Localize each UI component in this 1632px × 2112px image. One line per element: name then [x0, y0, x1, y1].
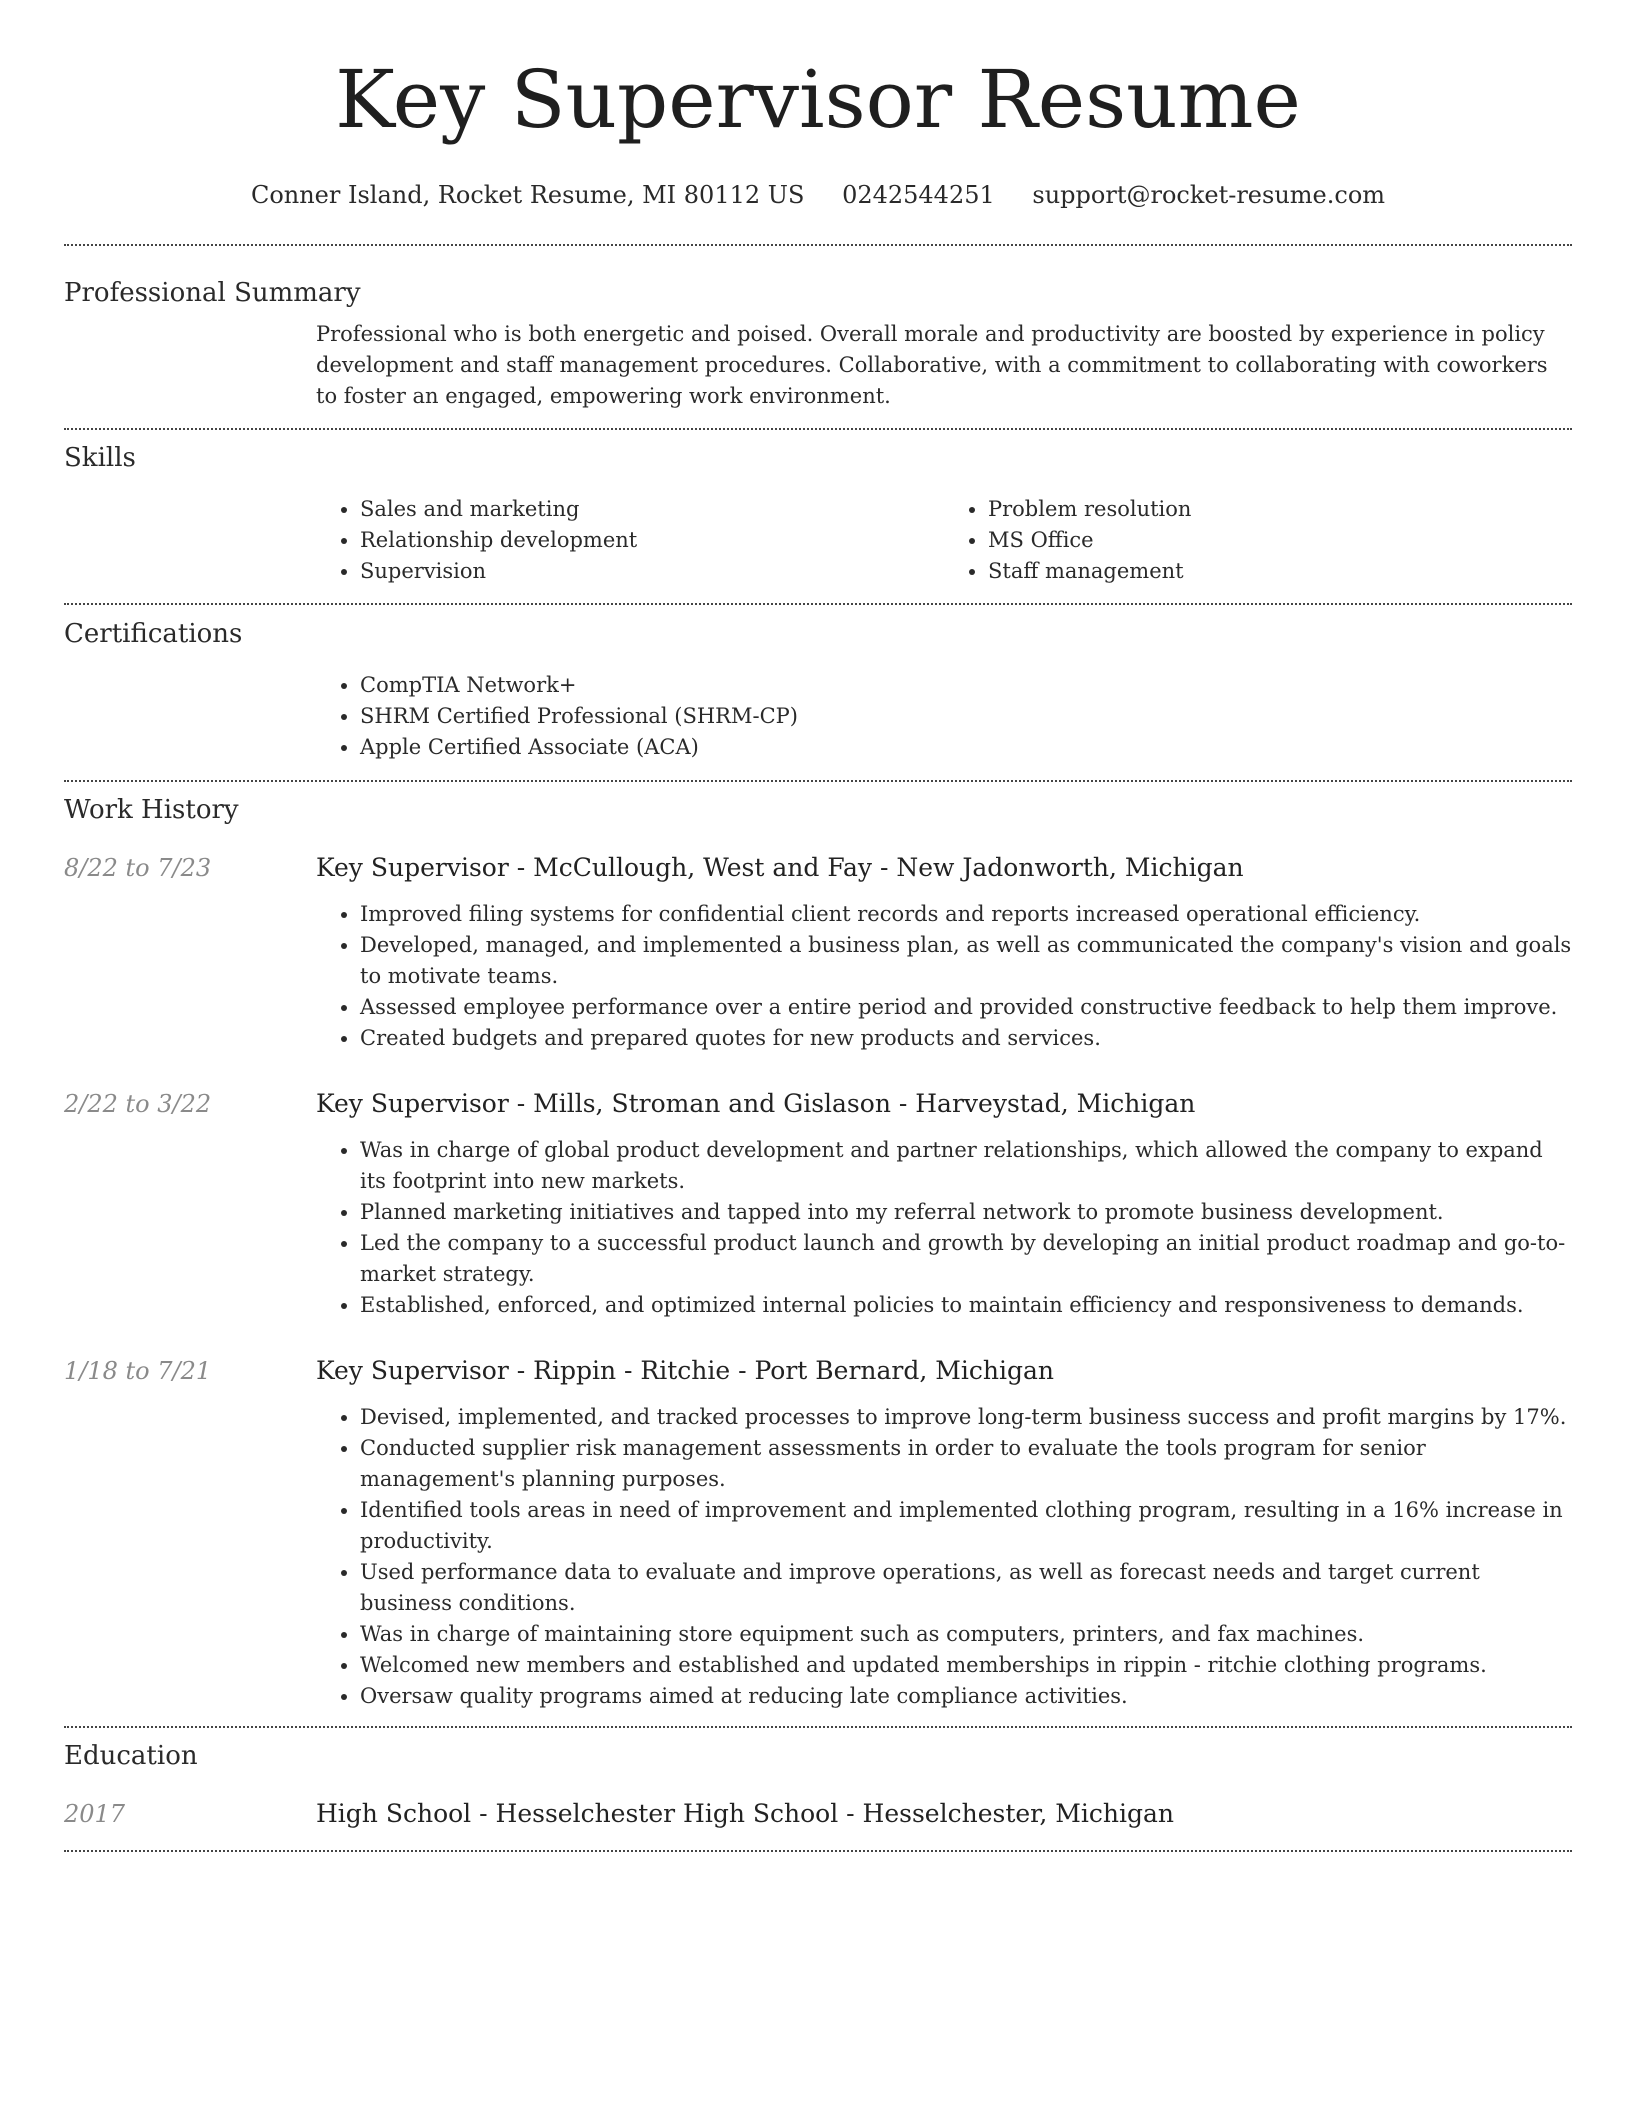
- list-item: • Supervision: [360, 556, 944, 587]
- education-title: High School - Hesselchester High School - Hesselchester, Michigan: [316, 1799, 1174, 1828]
- list-item: • Oversaw quality programs aimed at reducing late compliance activities.: [360, 1681, 1572, 1712]
- list-item: • Sales and marketing: [360, 494, 944, 525]
- summary-section: [64, 246, 1572, 428]
- contact-email: support@rocket-resume.com: [1032, 181, 1386, 209]
- section-title-education: Education: [64, 1741, 198, 1771]
- job-entry: [64, 1088, 1572, 1321]
- job-entry: [64, 852, 1572, 1054]
- list-item: • Developed, managed, and implemented a business plan, as well as communicated the company's vision and goals to motivate teams.: [360, 930, 1572, 992]
- skills-list-left: [316, 494, 944, 587]
- list-item: • Led the company to a successful product launch and growth by developing an initial product roadmap and go-to-market strategy.: [360, 1228, 1572, 1290]
- list-item: • Relationship development: [360, 525, 944, 556]
- divider: [64, 1850, 1572, 1852]
- list-item: • Established, enforced, and optimized internal policies to maintain efficiency and responsiveness to demands.: [360, 1290, 1572, 1321]
- section-title-summary: Professional Summary: [64, 278, 361, 308]
- list-item: • Devised, implemented, and tracked processes to improve long-term business success and profit margins by 17%.: [360, 1402, 1572, 1433]
- education-date: 2017: [64, 1800, 126, 1828]
- job-bullets: [316, 1402, 1572, 1712]
- list-item: • Apple Certified Associate (ACA): [360, 732, 1572, 763]
- education-section: [64, 1728, 1572, 1850]
- list-item: • Welcomed new members and established and updated memberships in rippin - ritchie clothing programs.: [360, 1650, 1572, 1681]
- job-bullets: [316, 899, 1572, 1054]
- list-item: • Assessed employee performance over a entire period and provided constructive feedback to help them improve.: [360, 992, 1572, 1023]
- job-date: 8/22 to 7/23: [64, 854, 212, 882]
- list-item: • Conducted supplier risk management assessments in order to evaluate the tools program for senior management's planning purposes.: [360, 1433, 1572, 1495]
- list-item: • MS Office: [988, 525, 1572, 556]
- list-item: • Was in charge of global product development and partner relationships, which allowed the company to expand its footprint into new markets.: [360, 1135, 1572, 1197]
- summary-text: Professional who is both energetic and poised. Overall morale and productivity are boosted by experience in policy development and staff management procedures. Collaborative, with a commitment to collaborating with coworkers to foster an engaged, empowering work environment.: [316, 322, 1548, 408]
- contact-address: Conner Island, Rocket Resume, MI 80112 US: [250, 181, 805, 209]
- job-title: Key Supervisor - McCullough, West and Fay - New Jadonworth, Michigan: [316, 853, 1244, 882]
- section-title-skills: Skills: [64, 443, 136, 473]
- certifications-list: [316, 670, 1572, 763]
- job-bullets: [316, 1135, 1572, 1321]
- list-item: • CompTIA Network+: [360, 670, 1572, 701]
- list-item: • Identified tools areas in need of improvement and implemented clothing program, resulting in a 16% increase in productivity.: [360, 1495, 1572, 1557]
- list-item: • Created budgets and prepared quotes for new products and services.: [360, 1023, 1572, 1054]
- job-title: Key Supervisor - Rippin - Ritchie - Port Bernard, Michigan: [316, 1356, 1054, 1385]
- resume-title: Key Supervisor Resume: [335, 53, 1301, 146]
- list-item: • Problem resolution: [988, 494, 1572, 525]
- list-item: • SHRM Certified Professional (SHRM-CP): [360, 701, 1572, 732]
- certifications-section: [64, 605, 1572, 780]
- list-item: • Used performance data to evaluate and improve operations, as well as forecast needs and target current business conditions.: [360, 1557, 1572, 1619]
- list-item: • Planned marketing initiatives and tapped into my referral network to promote business development.: [360, 1197, 1572, 1228]
- resume-page: [64, 0, 1572, 1852]
- skills-section: [64, 430, 1572, 603]
- job-date: 1/18 to 7/21: [64, 1357, 212, 1385]
- skills-list-right: [944, 494, 1572, 587]
- job-entry: [64, 1355, 1572, 1712]
- section-title-certifications: Certifications: [64, 619, 243, 649]
- list-item: • Improved filing systems for confidential client records and reports increased operational efficiency.: [360, 899, 1572, 930]
- job-title: Key Supervisor - Mills, Stroman and Gislason - Harveystad, Michigan: [316, 1089, 1196, 1118]
- contact-line: [64, 180, 1572, 210]
- list-item: • Staff management: [988, 556, 1572, 587]
- job-date: 2/22 to 3/22: [64, 1090, 212, 1118]
- list-item: • Was in charge of maintaining store equipment such as computers, printers, and fax machines.: [360, 1619, 1572, 1650]
- section-title-work-history: Work History: [64, 795, 239, 825]
- work-history-section: [64, 782, 1572, 1726]
- contact-phone: 0242544251: [842, 181, 995, 209]
